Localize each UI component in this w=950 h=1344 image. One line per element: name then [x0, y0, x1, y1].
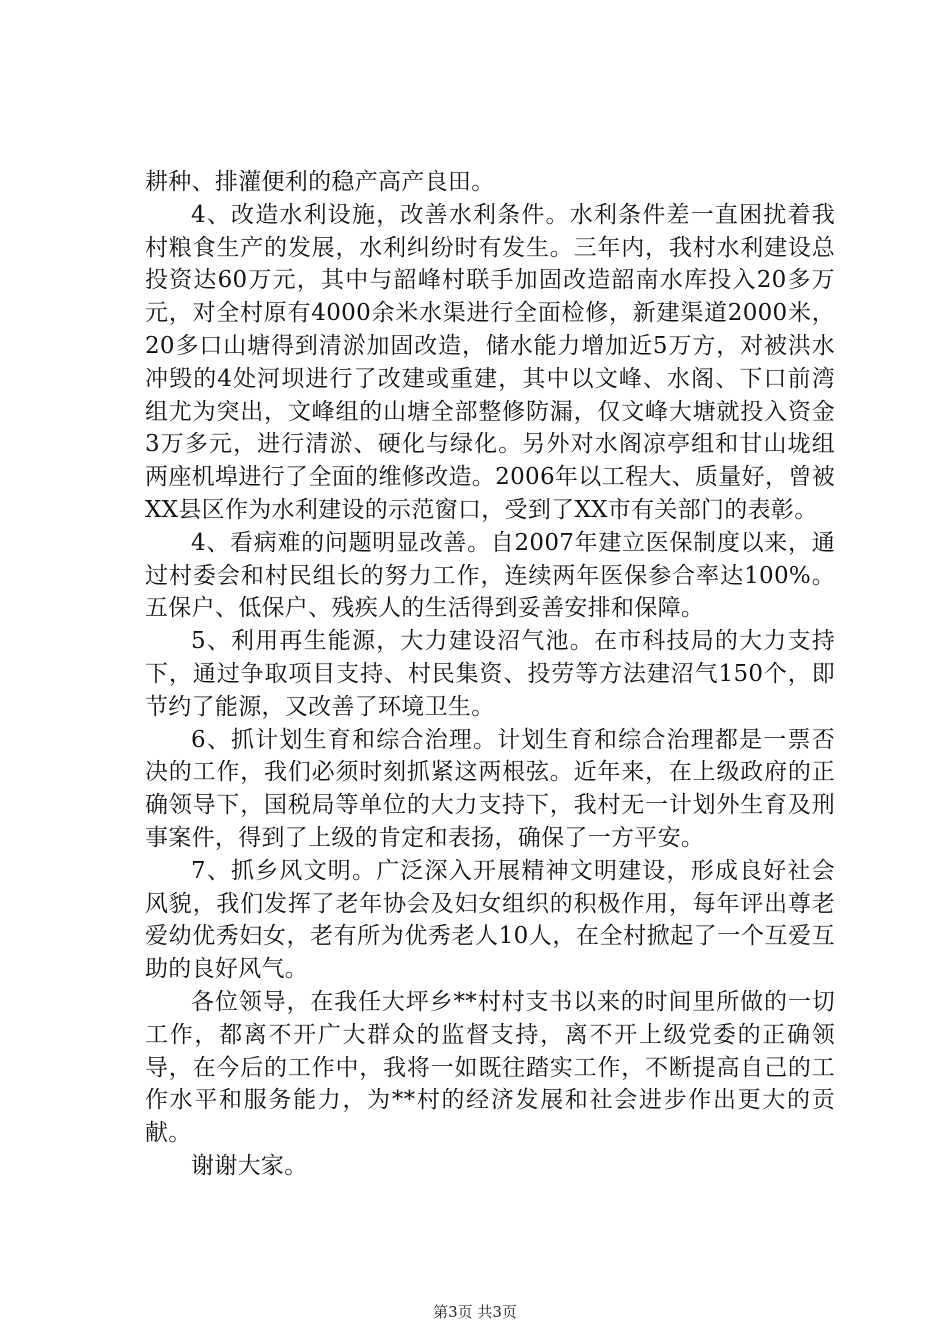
paragraph-family-planning: 6、抓计划生育和综合治理。计划生育和综合治理都是一票否决的工作，我们必须时刻抓紧这两根弦。近年来，在上级政府的正确领导下，国税局等单位的大力支持下，我村无一计划外生育及刑事案件，得到了上级的肯定和表扬，确保了一方平安。 — [145, 726, 835, 851]
paragraph-biogas: 5、利用再生能源，大力建设沼气池。在市科技局的大力支持下，通过争取项目支持、村民集资、投劳等方法建沼气150个，即节约了能源，又改善了环境卫生。 — [145, 628, 835, 720]
paragraph-water-conservancy: 4、改造水利设施，改善水利条件。水利条件差一直困扰着我村粮食生产的发展，水利纠纷时有发生。三年内，我村水利建设总投资达60万元，其中与韶峰村联手加固改造韶南水库投入20多万元，对全村原有4000余米水渠进行全面检修，新建渠道2000米，20多口山塘得到清淤加固改造，储水能力增加近5万方，对被洪水冲毁的4处河坝进行了改建或重建，其中以文峰、水阁、下口前湾组尤为突出，文峰组的山塘全部整修防漏，仅文峰大塘就投入资金3万多元，进行清淤、硬化与绿化。另外对水阁凉亭组和甘山垅组两座机埠进行了全面的维修改造。2006年以工程大、质量好，曾被XX县区作为水利建设的示范窗口，受到了XX市有关部门的表彰。 — [145, 201, 835, 523]
page-number-footer: 第3页 共3页 — [433, 1303, 517, 1321]
paragraph-thanks: 谢谢大家。 — [191, 1152, 308, 1179]
document-body — [145, 166, 835, 1183]
paragraph-continuation: 耕种、排灌便利的稳产高产良田。 — [145, 169, 495, 195]
paragraph-medical-care: 4、看病难的问题明显改善。自2007年建立医保制度以来，通过村委会和村民组长的努力工作，连续两年医保参合率达100%。五保户、低保户、残疾人的生活得到妥善安排和保障。 — [145, 529, 835, 622]
paragraph-civilization: 7、抓乡风文明。广泛深入开展精神文明建设，形成良好社会风貌，我们发挥了老年协会及妇女组织的积极作用，每年评出尊老爱幼优秀妇女，老有所为优秀老人10人，在全村掀起了一个互爱互助的良好风气。 — [145, 857, 835, 983]
paragraph-closing: 各位领导，在我任大坪乡**村村支书以来的时间里所做的一切工作，都离不开广大群众的监督支持，离不开上级党委的正确领导，在今后的工作中，我将一如既往踏实工作，不断提高自己的工作水平和服务能力，为**村的经济发展和社会进步作出更大的贡献。 — [145, 988, 835, 1147]
